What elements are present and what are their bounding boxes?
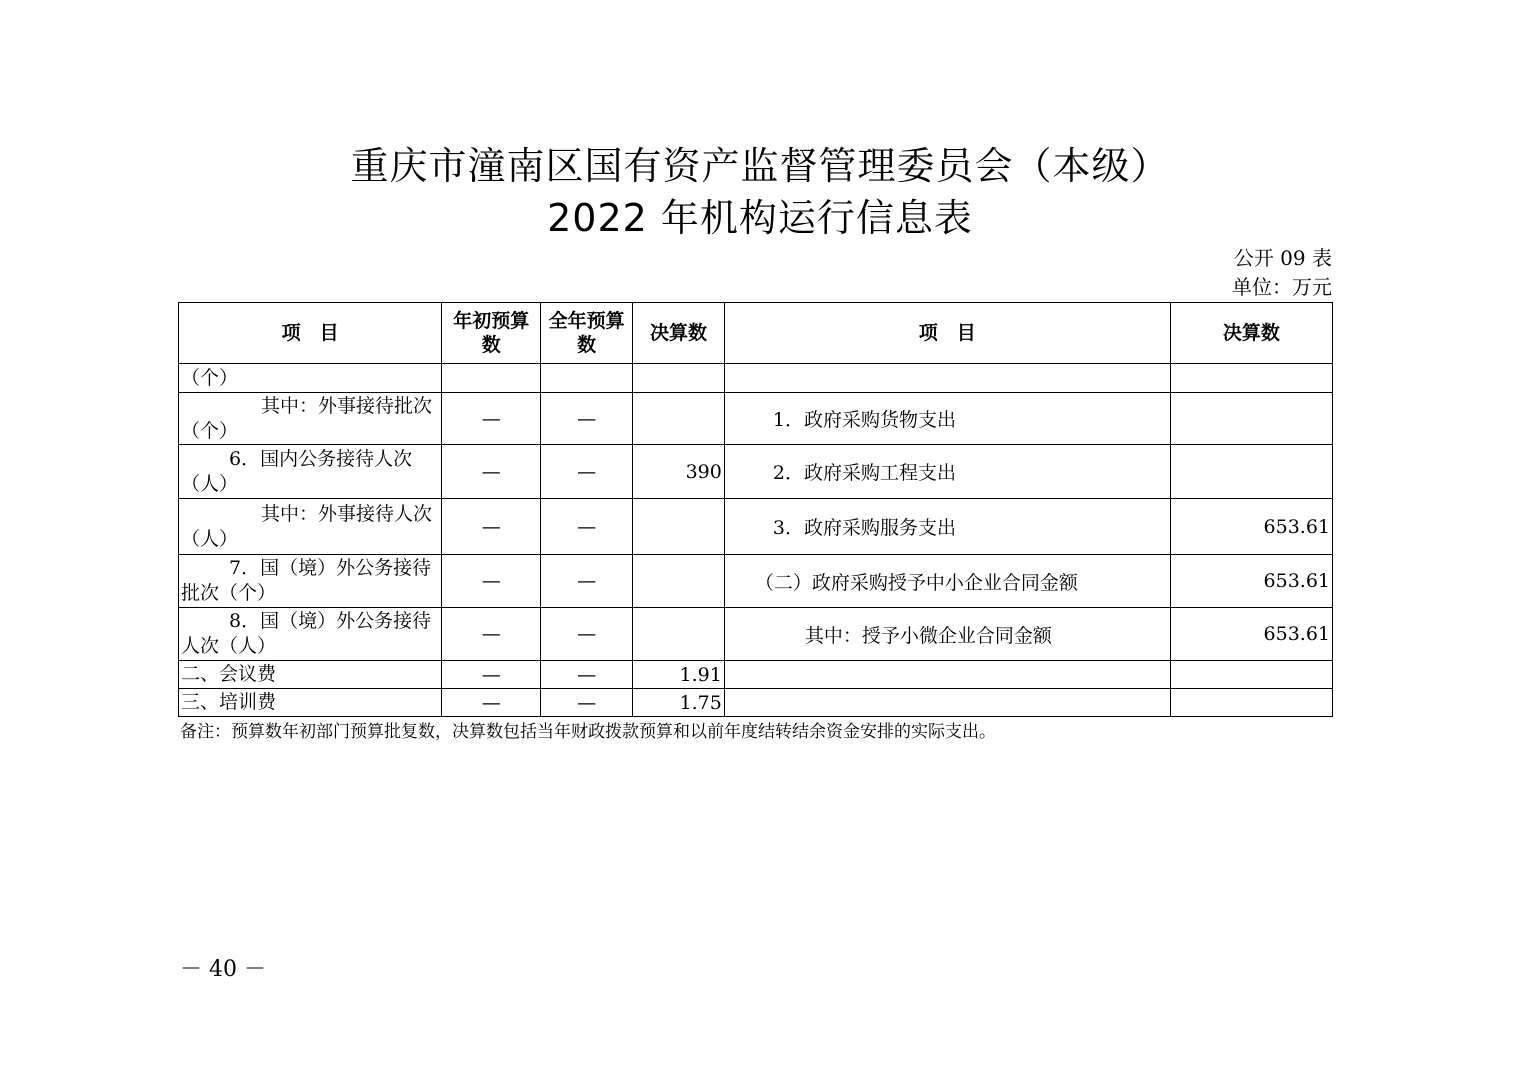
row-final (633, 608, 725, 661)
table-row (179, 661, 1333, 689)
row-final: 1.75 (633, 689, 725, 717)
row-item (179, 555, 442, 608)
row-final (633, 555, 725, 608)
row-right-final (1170, 393, 1332, 445)
table-row (179, 555, 1333, 608)
header-initial-budget: 年初预算数 (442, 303, 541, 364)
row-item-line1: （个） (181, 366, 239, 389)
row-right-item (724, 364, 1170, 393)
unit-label: 单位：万元 (1232, 275, 1332, 299)
row-right-item: 3．政府采购服务支出 (724, 499, 1170, 555)
row-initial: — (442, 499, 541, 555)
row-item (179, 393, 442, 445)
row-initial: — (442, 608, 541, 661)
table-row (179, 499, 1333, 555)
row-full-year: — (541, 445, 633, 499)
row-item: 二、会议费 (179, 661, 442, 689)
row-item-line2: （人） (181, 527, 239, 550)
row-full-year: — (541, 661, 633, 689)
row-item-line1: 6．国内公务接待人次 (229, 447, 413, 470)
row-right-final: 653.61 (1170, 499, 1332, 555)
row-final (633, 499, 725, 555)
row-item (179, 364, 442, 393)
row-right-final (1170, 661, 1332, 689)
row-full-year: — (541, 689, 633, 717)
row-full-year: — (541, 393, 633, 445)
table-code: 公开 09 表 (1233, 246, 1332, 270)
table-row (179, 689, 1333, 717)
row-right-final: 653.61 (1170, 555, 1332, 608)
row-final (633, 364, 725, 393)
row-initial: — (442, 393, 541, 445)
header-item-right: 项 目 (724, 303, 1170, 364)
row-item-line2: （个） (181, 419, 239, 442)
row-item (179, 608, 442, 661)
table-row (179, 608, 1333, 661)
row-right-final (1170, 445, 1332, 499)
row-item: 三、培训费 (179, 689, 442, 717)
header-final-account-right: 决算数 (1170, 303, 1332, 364)
row-item-line1: 其中：外事接待人次 (261, 502, 433, 525)
row-item-line2: 人次（人） (181, 635, 277, 657)
row-initial (442, 364, 541, 393)
row-item-line2: 批次（个） (181, 582, 277, 604)
row-right-item (724, 661, 1170, 689)
row-item-line1: 8．国（境）外公务接待 (229, 610, 432, 632)
row-item-line1: 7．国（境）外公务接待 (229, 557, 432, 579)
row-initial: — (442, 555, 541, 608)
info-table (178, 302, 1333, 717)
table-row (179, 445, 1333, 499)
table-row (179, 393, 1333, 445)
row-initial: — (442, 689, 541, 717)
row-item-line2: （人） (181, 472, 239, 495)
row-final: 1.91 (633, 661, 725, 689)
row-final (633, 393, 725, 445)
row-full-year (541, 364, 633, 393)
row-item-line1: 其中：外事接待批次 (261, 394, 433, 417)
row-right-item (724, 689, 1170, 717)
row-full-year: — (541, 555, 633, 608)
row-full-year: — (541, 499, 633, 555)
row-initial: — (442, 661, 541, 689)
row-initial: — (442, 445, 541, 499)
row-right-final: 653.61 (1170, 608, 1332, 661)
row-item (179, 499, 442, 555)
row-right-final (1170, 364, 1332, 393)
table-row (179, 364, 1333, 393)
page-number: － 40 － (180, 957, 266, 982)
document-title-line2: 2022 年机构运行信息表 (547, 196, 973, 240)
footnote: 备注：预算数年初部门预算批复数，决算数包括当年财政拨款预算和以前年度结转结余资金安排的实际支出。 (180, 722, 996, 742)
header-full-year-budget: 全年预算数 (541, 303, 633, 364)
row-right-item: （二）政府采购授予中小企业合同金额 (724, 555, 1170, 608)
row-full-year: — (541, 608, 633, 661)
header-final-account: 决算数 (633, 303, 725, 364)
row-right-final (1170, 689, 1332, 717)
row-item (179, 445, 442, 499)
row-right-item: 其中：授予小微企业合同金额 (724, 608, 1170, 661)
header-item-left: 项 目 (179, 303, 442, 364)
row-right-item: 1．政府采购货物支出 (724, 393, 1170, 445)
document-title-line1: 重庆市潼南区国有资产监督管理委员会（本级） (350, 144, 1170, 188)
table-header-row (179, 303, 1333, 364)
row-right-item: 2．政府采购工程支出 (724, 445, 1170, 499)
row-final: 390 (633, 445, 725, 499)
